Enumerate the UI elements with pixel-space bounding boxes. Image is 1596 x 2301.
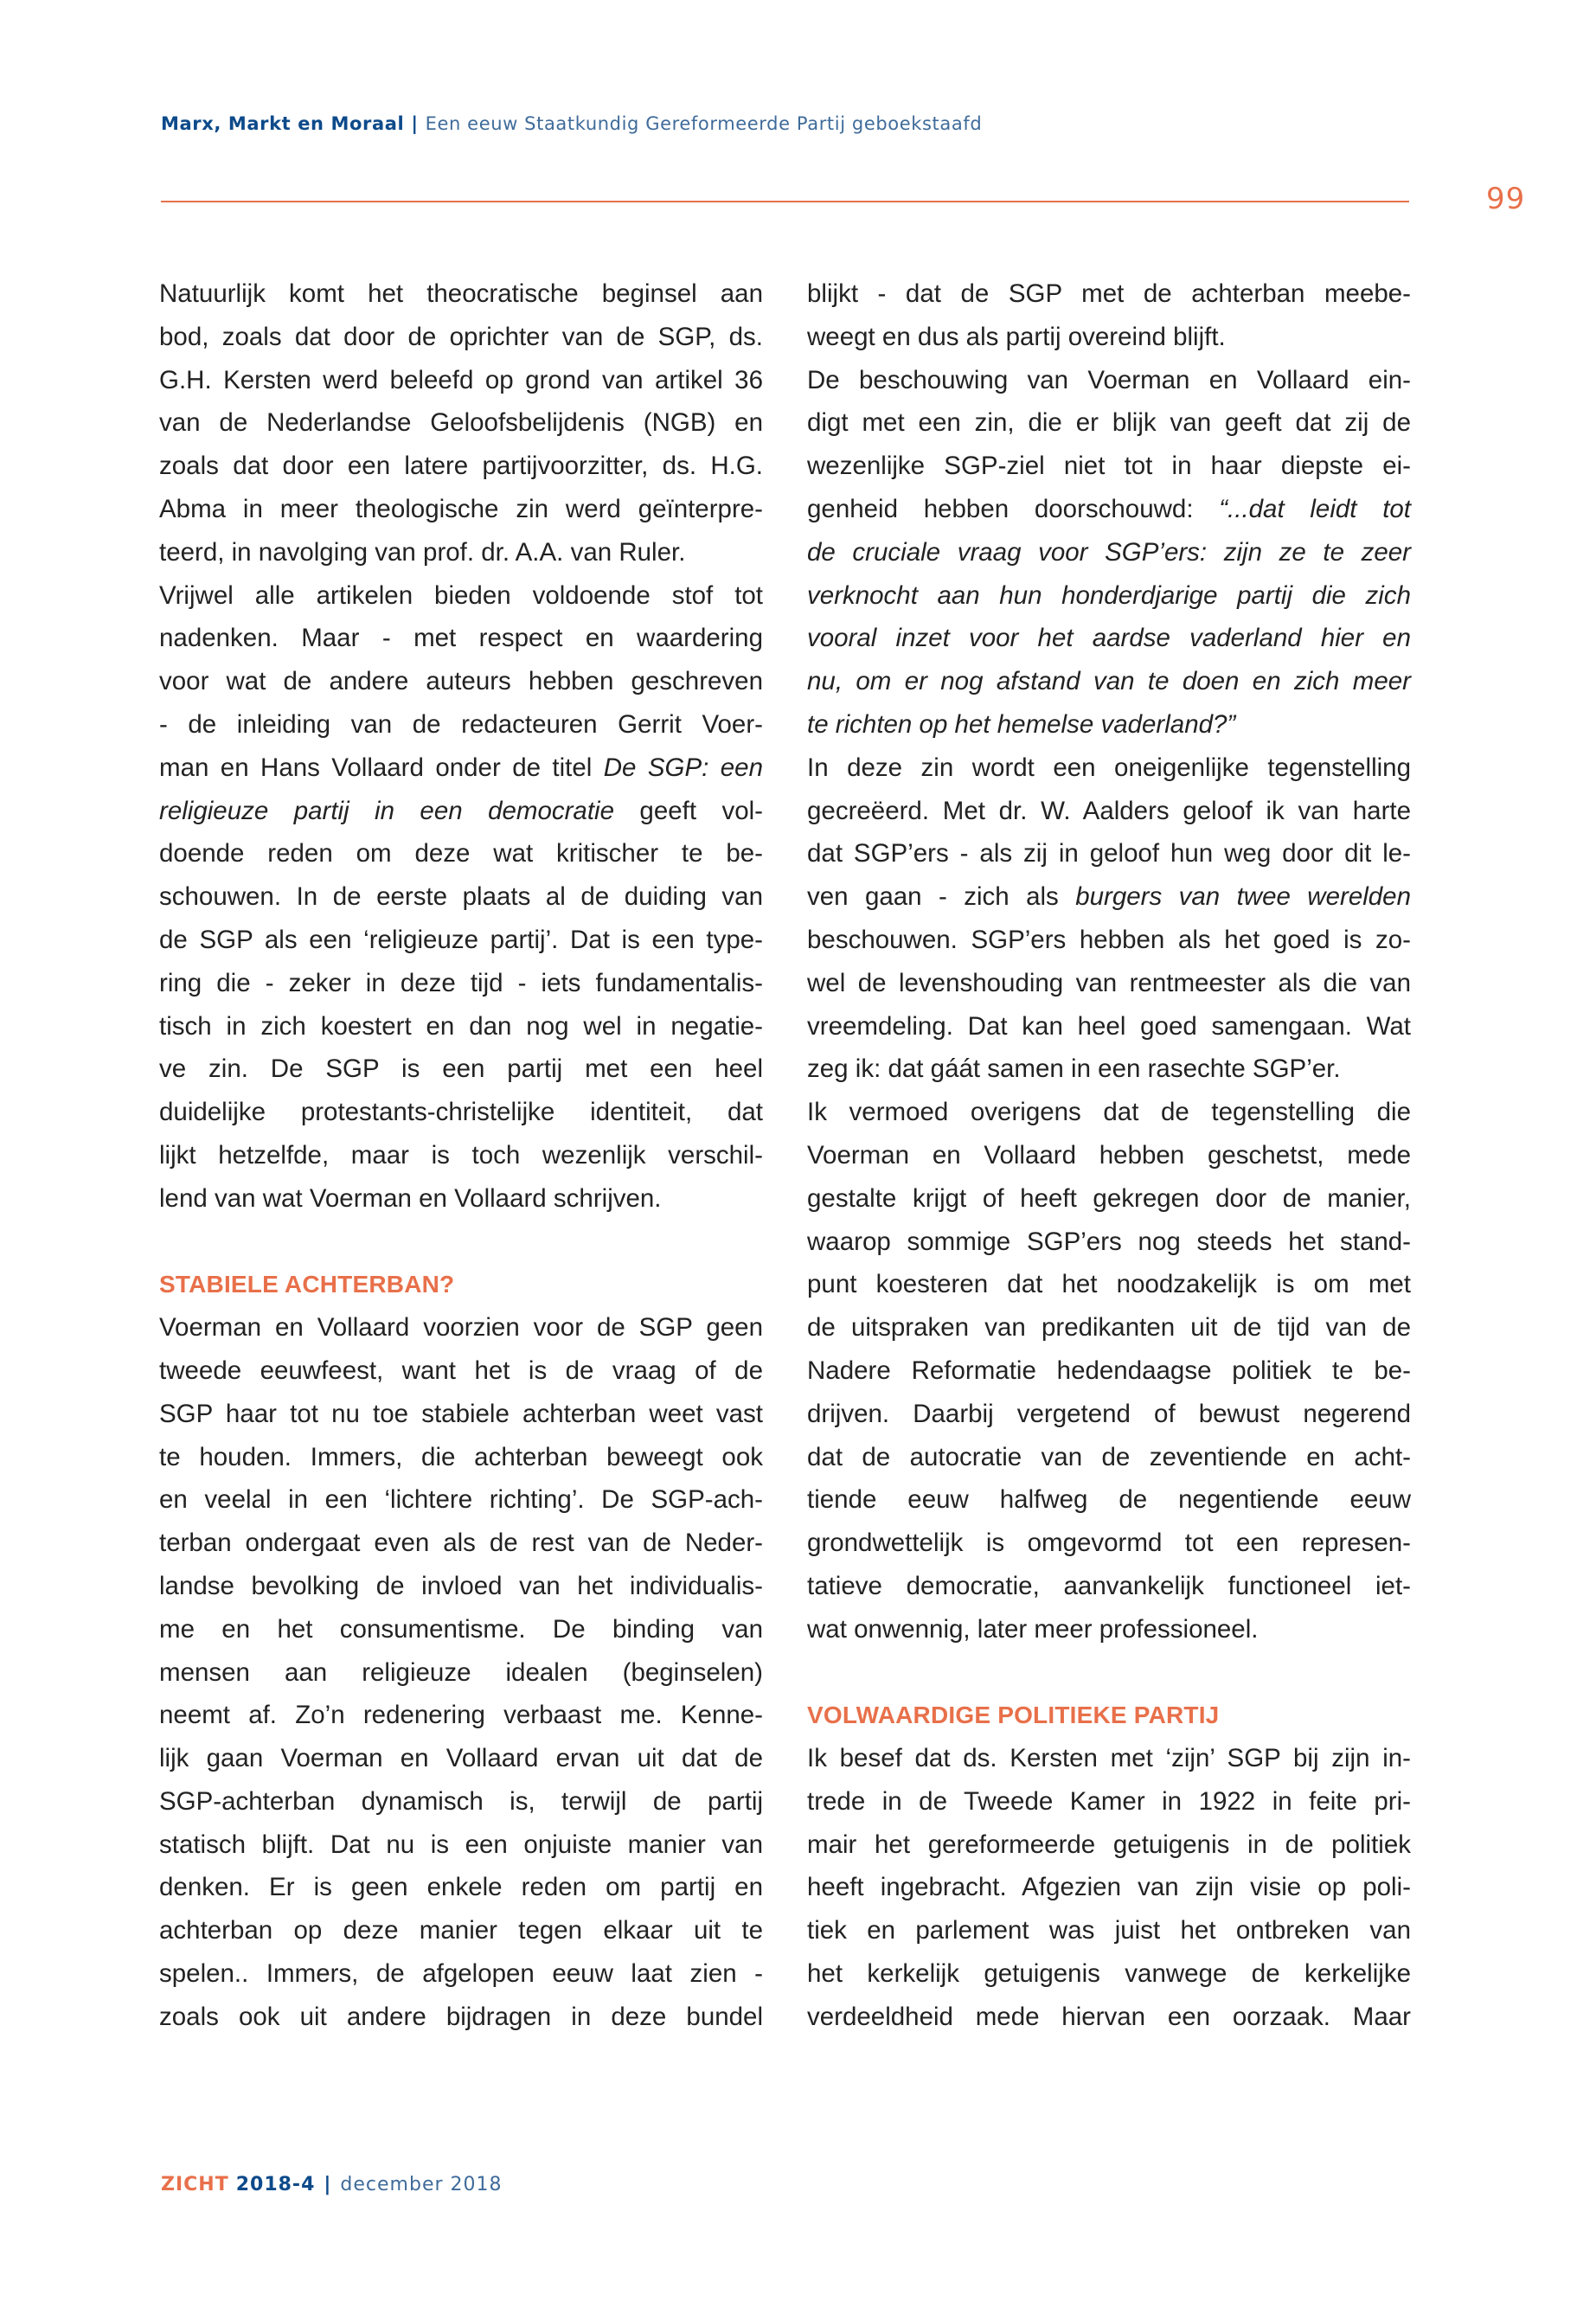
italic-text: te richten op het hemelse vaderland?” [807, 709, 1236, 739]
text-line: Voerman en Vollaard voorzien voor de SGP geen [159, 1313, 763, 1343]
italic-text: burgers van twee werelden [1075, 882, 1411, 912]
text-line: dat de autocratie van de zeventiende en acht- [807, 1442, 1411, 1471]
text-line: tisch in zich koestert en dan nog wel in negatie- [159, 1011, 763, 1041]
text-line: tweede eeuwfeest, want het is de vraag of de [159, 1356, 763, 1385]
text-line: schouwen. In de eerste plaats al de duiding van [159, 882, 763, 912]
text-line: wel de levenshouding van rentmeester als die van [807, 968, 1411, 997]
text-line: gestalte krijgt of heeft gekregen door de manier, [807, 1183, 1411, 1213]
section-heading: VOLWAARDIGE POLITIEKE PARTIJ [807, 1702, 1220, 1729]
text-line: mair het gereformeerde getuigenis in de politiek [807, 1830, 1411, 1859]
running-header [161, 113, 982, 134]
text-line: blijkt - dat de SGP met de achterban meebe- [807, 279, 1411, 308]
header-rule [161, 201, 1409, 202]
text-line: tatieve democratie, aanvankelijk functioneel iet- [807, 1571, 1411, 1600]
text-line [807, 703, 1411, 747]
text-line: weegt en dus als partij overeind blijft. [807, 322, 1226, 351]
footer [161, 2174, 503, 2195]
text-line: lijkt hetzelfde, maar is toch wezenlijk verschil- [159, 1140, 763, 1170]
paragraph-gap [807, 1651, 1411, 1695]
text-line: dat SGP’ers - als zij in geloof hun weg door dit le- [807, 839, 1411, 868]
text-line: doende reden om deze wat kritischer te be- [159, 839, 763, 868]
text-line: verdeeldheid mede hiervan een oorzaak. Maar [807, 2002, 1411, 2031]
text-line: ring die - zeker in deze tijd - iets fundamentalis- [159, 968, 763, 997]
text-run: ven gaan - zich als [807, 882, 1076, 912]
text-line: Nadere Reformatie hedendaagse politiek te be- [807, 1356, 1411, 1385]
text-line [807, 574, 1411, 618]
publication-subtitle: Een eeuw Staatkundig Gereformeerde Partij geboekstaafd [425, 113, 983, 134]
text-line: voor wat de andere auteurs hebben geschreven [159, 667, 763, 696]
paragraph-gap [159, 1221, 763, 1264]
text-line [159, 747, 763, 790]
text-line: duidelijke protestants-christelijke identiteit, dat [159, 1098, 763, 1127]
text-line [807, 488, 1411, 531]
page-number: 99 [1486, 182, 1526, 216]
text-line: denken. Er is geen enkele reden om partij en [159, 1873, 763, 1902]
text-line: landse bevolking de invloed van het individualis- [159, 1571, 763, 1600]
text-line: van de Nederlandse Geloofsbelijdenis (NGB) en [159, 408, 763, 438]
text-run: genheid hebben doorschouwd: [807, 494, 1220, 523]
footer-date: december 2018 [340, 2174, 503, 2195]
text-line [807, 875, 1411, 919]
header-separator: | [411, 113, 419, 134]
text-line: heeft ingebracht. Afgezien van zijn visie op poli- [807, 1873, 1411, 1902]
text-line: wezenlijke SGP-ziel niet tot in haar diepste ei- [807, 452, 1411, 481]
text-line: Vrijwel alle artikelen bieden voldoende stof tot [159, 580, 763, 610]
text-line: In deze zin wordt een oneigenlijke tegenstelling [807, 753, 1411, 782]
footer-separator: | [324, 2174, 332, 2195]
text-line: zoals dat door een latere partijvoorzitter, ds. H.G. [159, 452, 763, 481]
text-line [159, 790, 763, 833]
text-line [807, 617, 1411, 660]
text-run: man en Hans Vollaard onder de titel [159, 753, 604, 782]
text-line: spelen.. Immers, de afgelopen eeuw laat zien - [159, 1959, 763, 1989]
text-line: De beschouwing van Voerman en Vollaard ein- [807, 365, 1411, 394]
text-line: neemt af. Zo’n redenering verbaast me. Kenne- [159, 1701, 763, 1730]
text-line: nadenken. Maar - met respect en waardering [159, 624, 763, 653]
text-line: Abma in meer theologische zin werd geïnterpre- [159, 494, 763, 523]
text-line: zoals ook uit andere bijdragen in deze bundel [159, 2002, 763, 2031]
text-line: beschouwen. SGP’ers hebben als het goed is zo- [807, 925, 1411, 954]
text-line: G.H. Kersten werd beleefd op grond van artikel 36 [159, 365, 763, 394]
right-text-column [807, 272, 1411, 2039]
text-line: achterban op deze manier tegen elkaar uit te [159, 1916, 763, 1945]
text-line: SGP haar tot nu toe stabiele achterban weet vast [159, 1399, 763, 1428]
text-line: Voerman en Vollaard hebben geschetst, mede [807, 1140, 1411, 1170]
left-text-column [159, 272, 763, 2039]
footer-issue: 2018-4 [235, 2174, 316, 2195]
text-line: SGP-achterban dynamisch is, terwijl de partij [159, 1786, 763, 1816]
text-line: de SGP als een ‘religieuze partij’. Dat is een type- [159, 925, 763, 954]
italic-text: de cruciale vraag voor SGP’ers: zijn ze te zeer [807, 537, 1411, 567]
text-run: geeft vol- [614, 796, 763, 825]
text-line: tiende eeuw halfweg de negentiende eeuw [807, 1485, 1411, 1515]
publication-title: Marx, Markt en Moraal [161, 113, 405, 134]
text-line: teerd, in navolging van prof. dr. A.A. van Ruler. [159, 537, 686, 567]
text-line: en veelal in een ‘lichtere richting’. De SGP-ach- [159, 1485, 763, 1515]
italic-text: De SGP: een [603, 753, 763, 782]
text-line: lijk gaan Voerman en Vollaard ervan uit dat de [159, 1744, 763, 1773]
text-line: Natuurlijk komt het theocratische beginsel aan [159, 279, 763, 308]
section-heading: STABIELE ACHTERBAN? [159, 1271, 455, 1298]
text-line: lend van wat Voerman en Vollaard schrijven. [159, 1183, 662, 1213]
text-line: Ik besef dat ds. Kersten met ‘zijn’ SGP bij zijn in- [807, 1744, 1411, 1773]
text-line: drijven. Daarbij vergetend of bewust negerend [807, 1399, 1411, 1428]
text-line [807, 660, 1411, 703]
text-line: ve zin. De SGP is een partij met een heel [159, 1054, 763, 1084]
text-line: wat onwennig, later meer professioneel. [807, 1614, 1259, 1644]
text-line [807, 531, 1411, 574]
text-line: statisch blijft. Dat nu is een onjuiste manier van [159, 1830, 763, 1859]
text-line: me en het consumentisme. De binding van [159, 1614, 763, 1644]
footer-brand: ZICHT [161, 2174, 229, 2195]
text-line: punt koesteren dat het noodzakelijk is om met [807, 1270, 1411, 1299]
text-line: Ik vermoed overigens dat de tegenstelling die [807, 1098, 1411, 1127]
text-line: grondwettelijk is omgevormd tot een represen- [807, 1529, 1411, 1558]
text-line: mensen aan religieuze idealen (beginselen) [159, 1657, 763, 1687]
text-line: terban ondergaat even als de rest van de Neder- [159, 1529, 763, 1558]
text-line: - de inleiding van de redacteuren Gerrit Voer- [159, 709, 763, 739]
text-line: de uitspraken van predikanten uit de tijd van de [807, 1313, 1411, 1343]
italic-text: “...dat leidt tot [1219, 494, 1411, 523]
text-line: bod, zoals dat door de oprichter van de SGP, ds. [159, 322, 763, 351]
text-line: te houden. Immers, die achterban beweegt ook [159, 1442, 763, 1471]
text-line: gecreëerd. Met dr. W. Aalders geloof ik van harte [807, 796, 1411, 825]
text-line: digt met een zin, die er blijk van geeft dat zij de [807, 408, 1411, 438]
italic-text: religieuze partij in een democratie [159, 796, 614, 825]
text-line: waarop sommige SGP’ers nog steeds het stand- [807, 1227, 1411, 1256]
text-line: het kerkelijk getuigenis vanwege de kerkelijke [807, 1959, 1411, 1989]
text-line: zeg ik: dat gáát samen in een rasechte SGP’er. [807, 1054, 1341, 1084]
italic-text: nu, om er nog afstand van te doen en zich meer [807, 667, 1411, 696]
text-line: vreemdeling. Dat kan heel goed samengaan. Wat [807, 1011, 1411, 1041]
italic-text: verknocht aan hun honderdjarige partij die zich [807, 580, 1411, 610]
text-line: tiek en parlement was juist het ontbreken van [807, 1916, 1411, 1945]
italic-text: vooral inzet voor het aardse vaderland hier en [807, 624, 1411, 653]
text-line: trede in de Tweede Kamer in 1922 in feite pri- [807, 1786, 1411, 1816]
